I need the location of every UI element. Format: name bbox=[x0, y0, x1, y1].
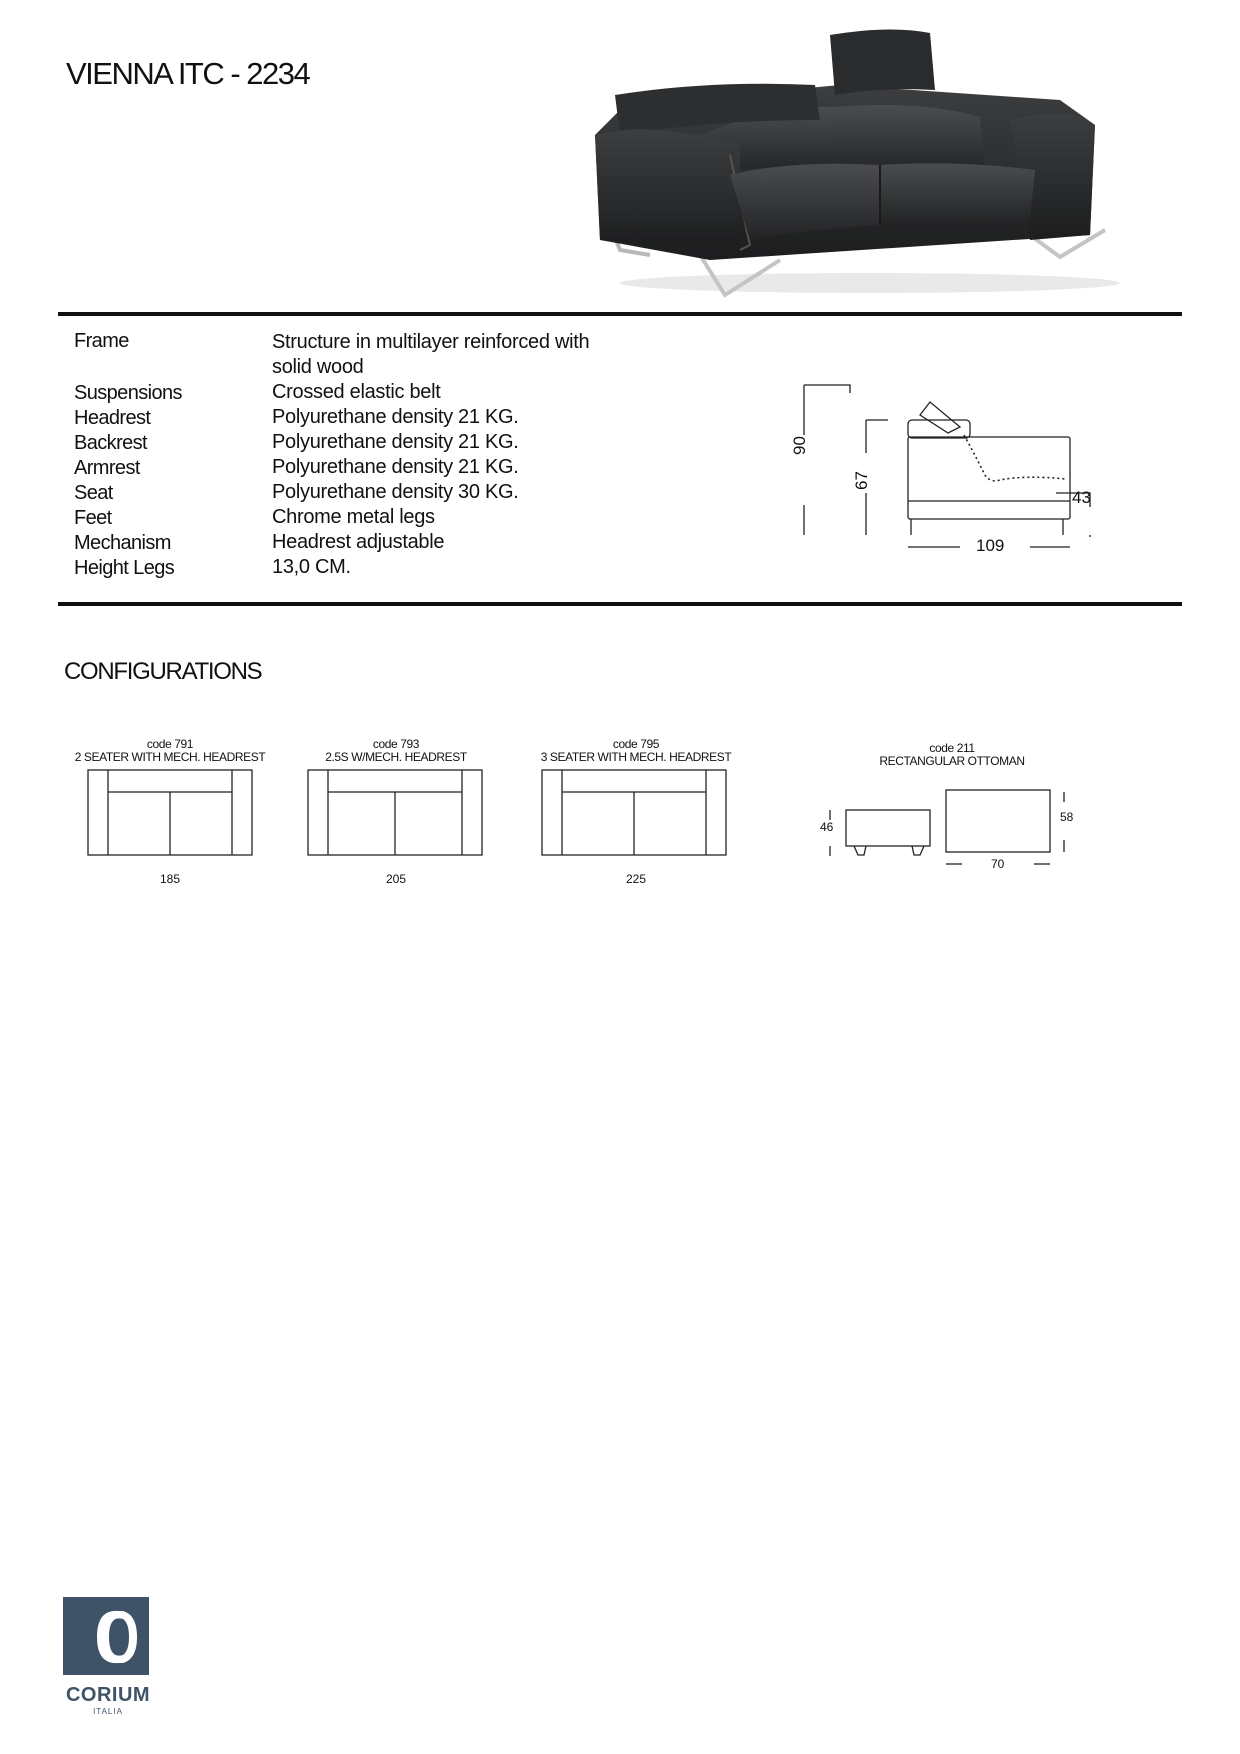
ottoman-depth: 58 bbox=[1060, 810, 1074, 824]
configurations-title: CONFIGURATIONS bbox=[64, 658, 262, 685]
profile-height-seat: 43 bbox=[1072, 488, 1091, 507]
spec-value-frame: Structure in multilayer reinforced with solid wood bbox=[272, 331, 590, 378]
spec-label-mechanism: Mechanism bbox=[74, 532, 171, 554]
spec-value-seat: Polyurethane density 30 KG. bbox=[272, 481, 519, 503]
spec-label-headrest: Headrest bbox=[74, 407, 151, 429]
ottoman-width: 70 bbox=[991, 857, 1005, 871]
config-791-width: 185 bbox=[159, 872, 181, 886]
spec-value-headrest: Polyurethane density 21 KG. bbox=[272, 406, 519, 428]
config-791-plan bbox=[86, 768, 256, 858]
bottom-rule bbox=[58, 602, 1182, 606]
config-795-desc: 3 SEATER WITH MECH. HEADREST bbox=[540, 750, 732, 764]
sofa-photo bbox=[590, 25, 1150, 305]
config-795-plan bbox=[540, 768, 730, 858]
profile-height-arm: 67 bbox=[852, 471, 871, 490]
corium-logo bbox=[63, 1597, 153, 1716]
config-793-width: 205 bbox=[385, 872, 407, 886]
brand-name: CORIUM bbox=[65, 1684, 151, 1706]
config-793-plan bbox=[306, 768, 486, 858]
spec-value-backrest: Polyurethane density 21 KG. bbox=[272, 431, 519, 453]
config-793-desc: 2.5S W/MECH. HEADREST bbox=[325, 750, 467, 764]
spec-value-suspensions: Crossed elastic belt bbox=[272, 381, 441, 403]
config-793-code: code 793 bbox=[372, 737, 420, 751]
spec-value-armrest: Polyurethane density 21 KG. bbox=[272, 456, 519, 478]
config-791-desc: 2 SEATER WITH MECH. HEADREST bbox=[74, 750, 266, 764]
spec-label-armrest: Armrest bbox=[74, 457, 140, 479]
spec-label-suspensions: Suspensions bbox=[74, 382, 182, 404]
spec-label-height-legs: Height Legs bbox=[74, 557, 175, 579]
ottoman-desc: RECTANGULAR OTTOMAN bbox=[879, 754, 1025, 768]
top-rule bbox=[58, 312, 1182, 316]
ottoman-code: code 211 bbox=[929, 741, 975, 755]
spec-label-seat: Seat bbox=[74, 482, 113, 504]
page-title: VIENNA ITC - 2234 bbox=[66, 56, 310, 91]
brand-sub: ITALIA bbox=[93, 1707, 123, 1716]
ottoman-diagram bbox=[820, 780, 1080, 880]
spec-value-height-legs: 13,0 CM. bbox=[272, 556, 351, 578]
spec-label-frame: Frame bbox=[74, 330, 129, 352]
profile-height-total: 90 bbox=[790, 436, 809, 455]
spec-value-mechanism: Headrest adjustable bbox=[272, 531, 445, 553]
spec-label-backrest: Backrest bbox=[74, 432, 148, 454]
config-791-code: code 791 bbox=[146, 737, 194, 751]
spec-label-feet: Feet bbox=[74, 507, 112, 529]
profile-depth: 109 bbox=[976, 536, 1005, 555]
config-795-width: 225 bbox=[625, 872, 647, 886]
side-profile-diagram bbox=[780, 375, 1110, 575]
corium-c-icon bbox=[63, 1597, 153, 1677]
config-795-code: code 795 bbox=[612, 737, 660, 751]
spec-value-feet: Chrome metal legs bbox=[272, 506, 435, 528]
ottoman-height: 46 bbox=[820, 820, 834, 834]
